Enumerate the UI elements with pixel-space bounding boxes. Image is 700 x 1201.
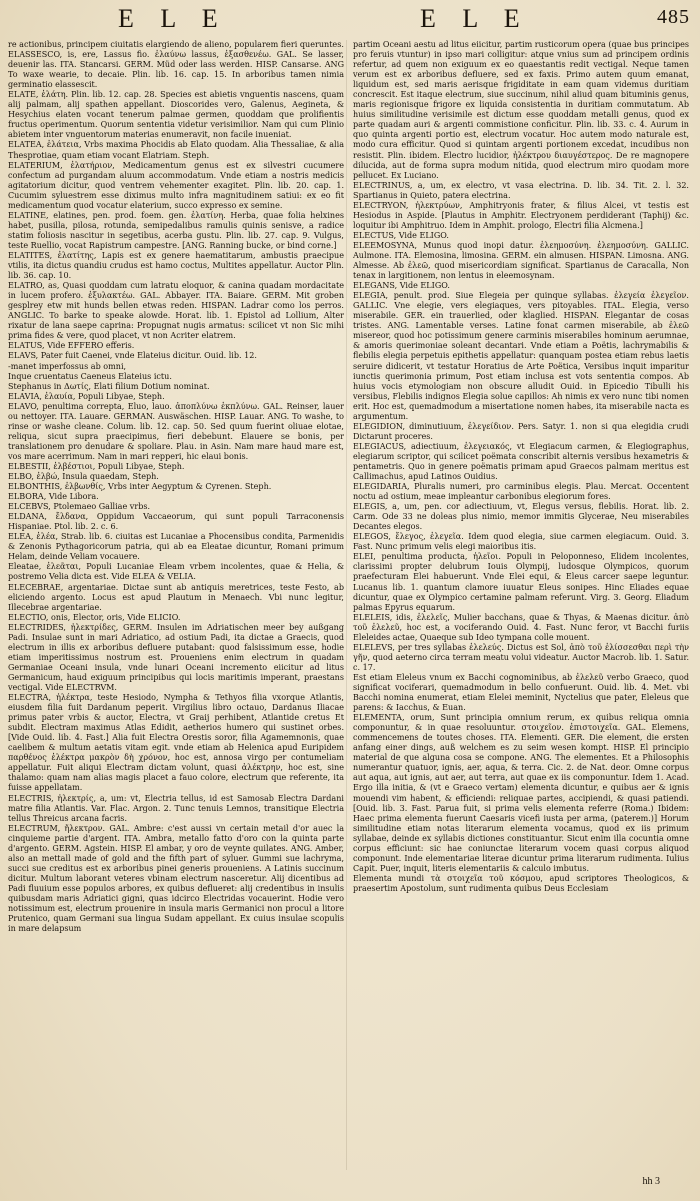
dictionary-entry: re actionibus, principem ciuitatis elargiendo de alieno, popularem fieri queruntes. bbox=[8, 40, 344, 49]
dictionary-entry: -manet imperfossus ab omni, bbox=[8, 361, 127, 371]
dictionary-entry: ELCEBVS, Ptolemaeo Galliae vrbs. bbox=[8, 502, 151, 512]
dictionary-entry: ELELEIS, idis, ἐλελεῖς, Mulier bacchans, quae & Thyas, & Maenas dicitur. ἀπὸ τοῦ ἐλελεῦ, hoc est, a vociferando Ouid. 4. Fast. Nunc feror, vt Bacchi furiis Eleleides actae, Quaeque sub Ideo tympana colle mouent. bbox=[353, 612, 689, 642]
dictionary-entry: ELATERIUM, ἐλατήριον, Medicamentum genus est ex silvestri cucumere confectum ad purgandam aluum accommodatum. Vnde etiam a nostris medicis agitatorium dicitur, quod ventrem vehementer exagitet. Plin. lib. 20. cap. 1. Cucumim syluestrem esse diximus multo infra magnitudinem satiui: ex eo fit medicamentum quod vocatur elaterium, succo expresso ex semine. bbox=[8, 160, 344, 210]
page-number: 485 bbox=[657, 6, 690, 28]
right-column bbox=[353, 40, 689, 894]
running-head-right: E L E bbox=[420, 4, 530, 33]
dictionary-entry: partim Oceani aestu ad litus eiicitur, partim rusticorum opera (quae bus principes pro feruis vtuntur) in ipso mari colligitur: atque vnius sum ad principem ordinis refertur, ad quem non exiguum ex eo quaestantis redit vectigal. Neque tamen verum est ex arboribus defluere, sed ex faxis. Primo autem quum emanat, liquidum est, sed maris aerisque frigiditate in eam quam videmus duritiam concrescit. Est itaque electrum, siue succinum, nihil aliud quam bituminis genus, maris regionisque frigore ex liquida consistentia in duritiam commutatum. Ab huius similitudine verisimile est dictum esse quoddam metalli genus, quod ex parte quadam auri & argenti commistione conficitur. Plin. lib. 33. c. 4. Aurum in quo quinta argenti portio est, electrum vocatur. Hoc autem modo naturale est, modo cura efficitur. Quod si quintam argenti portionem excedat, incudibus non resistit. Plin. ibidem. Electro lucidior, ἠλέκτρου διαυγέστερος. De re magnopere dilucida, aut de forma supra modum nitida, quod electrum miro quodam more pellucet. Ex Luciano. bbox=[353, 40, 689, 180]
dictionary-entry: ELECTRYON, ἠλεκτρύων, Amphitryonis frater, & filius Alcei, vt testis est Hesiodus in Aspide. [Plautus in Amphitr. Electryonem perdiderant (Taphij) &c. loquitur ibi Amphitruo. Idem in Amphit. prologo, Electri filia Alcmena.] bbox=[353, 200, 689, 230]
dictionary-entry: ELEGOS, ἔλεγος, ἐλεγεῖα. Idem quod elegia, siue carmen elegiacum. Ouid. 3. Fast. Nunc primum velis elegi maioribus itis. bbox=[353, 532, 689, 552]
dictionary-entry: ELEGIA, penult. prod. Siue Elegeia per quinque syllabas. ἐλεγεία ἐλεγεῖον. GALLIC. Vne elegie, vers elegiaques, vers pitoyables. ITAL. Elegia, verso miserabile. GER. ein trauerlied, oder klaglied. HISPAN. Elegantar de cosas tristes. ANG. Lamentable verses. Latine fonat carmen miserabile, ab ἐλεῶ misereor, quod hoc potissimum genere carminis miserabiles hominum aerumnae, & amoris querimoniae soleant decantari. Vnde etiam a Poëtis, lachrymabilis & flebilis elegia perpetuis epithetis appellatur: quanquam postea etiam rebus laetis seruire didicerit, vt testatur Horatius de Arte Poëtica, Versibus inquit imparitur iunctis querimonia primum, Post etiam inclusa est vots sententia compos. Ab huius vocis etymologiam non obscure alludit Ouid. in Epicedio Tibulli his versibus, Flebilis indignos Elegia solue capillos: Ah nimis ex vero nunc tibi nomen erit. Hoc est, quemadmodum a misertatione nomen habes, ita miserabile nacta es argumentum. bbox=[353, 291, 689, 421]
dictionary-entry: ELECTUS, Vide ELIGO. bbox=[353, 230, 449, 240]
dictionary-entry: ELEGIDARIA, Pluralis numeri, pro carminibus elegis. Plau. Mercat. Occentent noctu ad ostium, meae impleantur carbonibus elegiorum fores. bbox=[353, 482, 689, 502]
dictionary-entry: ELECTRUM, ἤλεκτρον. GAL. Ambre: c'est aussi vn certain metail d'or auec la cinquieme partie d'argent. ITA. Ambra, metallo fatto d'oro con la quinta parte d'argento. GERM. Agstein. HISP. El ambar, y oro de veynte quilates. ANG. Amber, also an mettall made of gold and the fifth part of syluer. Gummi sue lachryma, succi sue creditus est ex arboribus pinei generis proueniens. A Latinis succinum dicitur. Multum laborant veteres vbinam electrum nasceretur. Alij dicentibus ad Padi fluuium esse populos arbores, ex quibus deflueret: alij credentibus in insulis quibusdam maris Adriatici gigni, quas idcirco Electridas vocauerint. Hodie vero notissimum est, electrum prouenire in insula maris Germanici non procul a litore Prutenico, quam Germani sua lingua Sudam appellant. Ex cuius insulae scopulis in mare delapsum bbox=[8, 823, 344, 934]
dictionary-entry: Est etiam Eleleus vnum ex Bacchi cognominibus, ab ἐλελεῦ verbo Graeco, quod significat vociferari, quemadmodum in bello confuerunt. Ouid. lib. 4. Met. vbi Bacchi nomina enumerat, etiam Elelei meminit, Nyctelius que pater, Eleleus que parens: & Iacchus, & Euan. bbox=[353, 672, 689, 713]
dictionary-entry: ELAVIA, ἐλαυία, Populi Libyae, Steph. bbox=[8, 391, 165, 401]
dictionary-entry: ELEMENTA, orum, Sunt principia omnium rerum, ex quibus reliqua omnia componuntur, & in quae resoluuntur. στοιχεῖον. ἐπιστοιχεῖα. GAL. Elemens, commencemens de toutes choses. ITA. Elementi. GER. Die element, die ersten anfang einer dings, auß welchem es zu seim wesen kompt. HISP. El principio material de que alguna cosa se compone. ANG. The elementes. Et a Philosophis numerantur quatuor, ignis, aer, aqua, & terra. Cic. 2. de Nat. deor. Omne corpus aut aqua, aut ignis, aut aer, aut terra, aut quae ex iis componuntur. Idem 1. Acad. Ergo illa initia, & (vt e Graeco vertam) elementa dicuntur, e quibus aer & ignis mouendi vim habent, & efficiendi: reliquae partes, accipiendi, & quasi patiendi. [Ouid. lib. 3. Fast. Parua fuit, si prima velis elementa referre (Roma.) Ibidem: Haec prima elementa fuerunt Caesaris vicefi iusta per arma, (paterem.)] Horum similitudine etiam notas literarum elementa vocamus, quod ex iis primum syllabae, deinde ex syllabis dictiones constituantur. Sicut enim illa cocuntia omne corpus efficiunt: sic hae coniunctae literarum vocem quasi corpus aliquod componunt. Inde elementariae literae dicuntur prima literarum rudimenta. Iulius Capit. Puer, inquit, literis elementariis & calculo imbutus. bbox=[353, 713, 689, 873]
dictionary-entry: ELEGIDION, diminutiuum, ἐλεγείδιον. Pers. Satyr. 1. non si qua elegidia crudi Dictarunt proceres. bbox=[353, 421, 689, 441]
dictionary-entry: ELEI, penultima producta, ἠλεῖοι. Populi in Peloponneso, Elidem incolentes, clarissimi propter delubrum Iouis Olympij, ludosque Olympicos, quorum praefecturam Elei habuerunt. Vnde Elei equi, & Eleus carcer saepe leguntur. Lucanus lib. 1. quantum clamore iuuatur Eleus sonipes. Hinc Eliades equae dicuntur, quae ex Olympico certamine palmam referunt. Virg. 3. Georg. Eliadum palmas Epyrus equarum. bbox=[353, 552, 689, 612]
dictionary-entry: ELATINE, elatines, pen. prod. foem. gen. ἐλατίνη. Herba, quae folia helxines habet, pusilla, pilosa, rotunda, semipedalibus ramulis quinis senisve, a radice statim foliosis nascitur in segetibus, acerba gustu. Plin. lib. 27. cap. 9. Vulgus, teste Ruellio, vocat Rapistrum campestre. [ANG. Ranning bucke, or bind corne.] bbox=[8, 210, 344, 250]
dictionary-entry: ELEEMOSYNA, Munus quod inopi datur. ἐλεημοσύνη. ἐλεημοσύνη. GALLIC. Aulmone. ITA. Elemosina, limosina. GERM. ein almusen. HISPAN. Limosna. ANG. Almesse. Ab ἐλεῶ, quod misericordiam significat. Spartianus de Caracalla, Non tenax in largitionem, non lentus in eleemosynam. bbox=[353, 240, 689, 281]
dictionary-entry: ELBESTII, ἐλβέστιοι, Populi Libyae, Steph. bbox=[8, 461, 185, 471]
dictionary-entry: ELBORA, Vide Libora. bbox=[8, 492, 99, 502]
dictionary-entry: Eleatae, ἐλεᾶται, Populi Lucaniae Eleam vrbem incolentes, quae & Helia, & postremo Velia dicta est. Vide ELEA & VELIA. bbox=[8, 562, 344, 582]
dictionary-entry: ELATUS, Vide EFFERO efferis. bbox=[8, 341, 135, 351]
dictionary-entry: ELASSESCO, is, ere, Lassus fio. ἐλαύνω lassus, ἐξασθενέω. GAL. Se lasser, deuenir las. ITA. Stancarsi. GERM. Müd oder lass werden. HISP. Cansarse. ANG To waxe wearie, to decaie. Plin. lib. 16. cap. 15. In arboribus tamen nimia germinatio elassescit. bbox=[8, 50, 344, 90]
dictionary-entry: ELATEA, ἐλάτεια, Vrbs maxima Phocidis ab Elato quodam. Alia Thessaliae, & alia Thesprotiae, quam etiam vocant Elatriam. Steph. bbox=[8, 140, 344, 160]
dictionary-entry: Elementa mundi τὰ στοιχεῖα τοῦ κόσμου, apud scriptores Theologicos, & praesertim Apostolum, sunt rudimenta quibus Deus Ecclesiam bbox=[353, 873, 689, 893]
dictionary-entry: ELELEVS, per tres syllabas ἐλελεύς. Dictus est Sol, ἀπὸ τοῦ ἐλίσσεσθαι περὶ τὴν γῆν, quod aeterno circa terram meatu volui videatur. Auctor Macrob. lib. 1. Satur. c. 17. bbox=[353, 642, 689, 672]
dictionary-entry: ELAVS, Pater fuit Caenei, vnde Elateius dicitur. Ouid. lib. 12. bbox=[8, 351, 257, 361]
dictionary-entry: Stephanus in Δωτίς, Elati filium Dotium nominat. bbox=[8, 381, 210, 391]
dictionary-entry: ELECTRA, ἠλέκτρα, teste Hesiodo, Nympha & Tethyos filia vxorque Atlantis, eiusdem filia fuit Dardanum peperit. Virgilius libro octauo, Dardanus Iliacae primus pater vrbis & auctor, Electra, vt Graij perhibent, Atlantide cretus Et subdit. Electram maximus Atlas Edidit, aetherios humero qui sustinet orbes. [Vide Ouid. lib. 4. Fast.] Alia fuit Electra Orestis soror, filia Agamemnonis, quae caelibem & multum aetatis vitam egit. vnde etiam ab Helenica apud Euripidem παρθένος ἐλέκτρα μακρὸν δὴ χρόνον, hoc est, annosa virgo per contumeliam appellatur. Fuit aliqui Electram dictam volunt, quasi ἀλέκτρην, hoc est, sine thalamo: quam nam alias magis placet a fauo colore, electrum que referente, ita fuisse appellatam. bbox=[8, 693, 344, 793]
column-divider bbox=[346, 40, 347, 1170]
dictionary-entry: ELATE, ἐλάτη. Plin. lib. 12. cap. 28. Species est abietis vnguentis nascens, quam alij palmam, alij spathen appellant. Dioscorides vero, Galenus, Aegineta, & Hesychius elaten vocant tenerum palmae germen, quoddam que prolifientis fructus operimentum. Quorum sententia videtur verisimilior. Nam qui cum Plinio abietem inter vnguentorum materias enumeravit, non facile inueniat. bbox=[8, 90, 344, 140]
dictionary-entry: ELAVO, penultima correpta, Eluo, lauo. ἀποπλύνω ἐκπλύνω. GAL. Reinser, lauer ou nettoyer. ITA. Lauare. GERMAN. Auswäschen. HISP. Lauar. ANG. To washe, to rinse or washe cleane. Colum. lib. 12. cap. 50. Sed quum fuerint oliuae elotae, reliqua, sicut supra praecipimus, fieri debebunt. Elauere se bonis, per translationem pro denudare & spoliare. Plau. in Asin. Nam mare haud mare est, vos mare acerrimum. Nam in mari repperi, hic elaui bonis. bbox=[8, 401, 344, 461]
dictionary-entry: ELEA, ἐλέα, Strab. lib. 6. ciuitas est Lucaniae a Phocensibus condita, Parmenidis & Zenonis Pythagoricorum patria, qui ab ea Eleatae dicuntur, Romani primum Helam, deinde Veliam vocauere. bbox=[8, 532, 344, 562]
left-column bbox=[8, 40, 344, 934]
dictionary-entry: ELECTRIDES, ἠλεκτρίδες, GERM. Insulen im Adriatischen meer bey außgang Padi. Insulae sunt in mari Adriatico, ad ostium Padi, ita dictae a Graecis, quod electrum in illis ex arboribus defluere putabant: quod falsissimum esse, hodie etiam imperitissimus nostrum est. Proueniens enim electrum in quadam Germaniae Oceani insula, vnde lunari Oceani incremento eiicitur ad litus Germanicum, haud exiguum principibus qui locis maritimis imperant, praestans vectigal. Vide ELECTRVM. bbox=[8, 622, 344, 692]
dictionary-entry: ELEGANS, Vide ELIGO. bbox=[353, 281, 450, 291]
dictionary-entry: ELBONTHIS, ἐλβωνθίς, Vrbs inter Aegyptum & Cyrenen. Steph. bbox=[8, 482, 272, 492]
dictionary-entry: ELBO, ἐλβώ, Insula quaedam, Steph. bbox=[8, 472, 159, 482]
dictionary-entry: ELEGIS, a, um, pen. cor adiectiuum, vt, Elegus versus, flebilis. Horat. lib. 2. Carm. Ode 33 ne doleas plus nimio, memor immitis Glycerae, Neu miserabiles Decantes elegos. bbox=[353, 502, 689, 532]
running-head bbox=[0, 4, 700, 34]
catchword: hh 3 bbox=[642, 1176, 660, 1187]
dictionary-entry: ELEGIACUS, adiectiuum, ἐλεγειακός, vt Elegiacum carmen, & Elegiographus, elegiarum scriptor, qui scilicet poëmata conscribit alternis versibus hexametris & pentametris. Quo in genere poëmatis primam apud Graecos palmam meritus est Callimachus, apud Latinos Ouidius. bbox=[353, 441, 689, 482]
dictionary-entry: ELDANA, ἔλδανα, Oppidum Vaccaeorum, qui sunt populi Tarraconensis Hispaniae. Ptol. lib. 2. c. 6. bbox=[8, 512, 344, 532]
dictionary-entry: ELECTRINUS, a, um, ex electro, vt vasa electrina. D. lib. 34. Tit. 2. l. 32. Spartianus in Quieto, patera electrina. bbox=[353, 180, 689, 200]
dictionary-entry: ELECTIO, onis, Elector, oris, Vide ELICIO. bbox=[8, 612, 181, 622]
running-head-left: E L E bbox=[118, 4, 228, 33]
dictionary-entry: ELECEBRAE, argentariae. Dictae sunt ab antiquis meretrices, teste Festo, ab eliciendo argento. Locus est apud Plautum in Menaech. Vbi nunc legitur, Illecebrae argentariae. bbox=[8, 582, 344, 612]
dictionary-entry: ELATITES, ἐλατίτης, Lapis est ex genere haematitarum, ambustis praecipue vtilis, ita dictus quandiu crudus est hamo coctus, Multites appellatur. Auctor Plin. lib. 36. cap. 10. bbox=[8, 250, 344, 281]
dictionary-entry: Inque cruentatus Caeneus Elateius ictu. bbox=[8, 371, 172, 381]
dictionary-entry: ELATRO, as, Quasi quoddam cum latratu eloquor, & canina quadam mordacitate in lucem profero. ἐξυλακτέω. GAL. Abbayer. ITA. Baiare. GERM. Mit groben gesplrey etw mit hunds bellen etwas reden. HISPAN. Ladrar como los perros. ANGLIC. To barke to speake alowde. Horat. lib. 1. Epistol ad Lollium, Alter rixatur de lana saepe caprina: Propugnat nugis armatus: scilicet vt non Sic mihi prima fides & vere, quod placet, vt non Acriter elatrem. bbox=[8, 281, 344, 341]
dictionary-entry: ELECTRIS, ἠλεκτρίς, a, um: vt, Electria tellus, id est Samosab Electra Dardani matre filia Atlantis. Var. Flac. Argon. 2. Tunc tenuis Lemnos, transitique Electria tellus Threicus arcana facris. bbox=[8, 793, 344, 823]
